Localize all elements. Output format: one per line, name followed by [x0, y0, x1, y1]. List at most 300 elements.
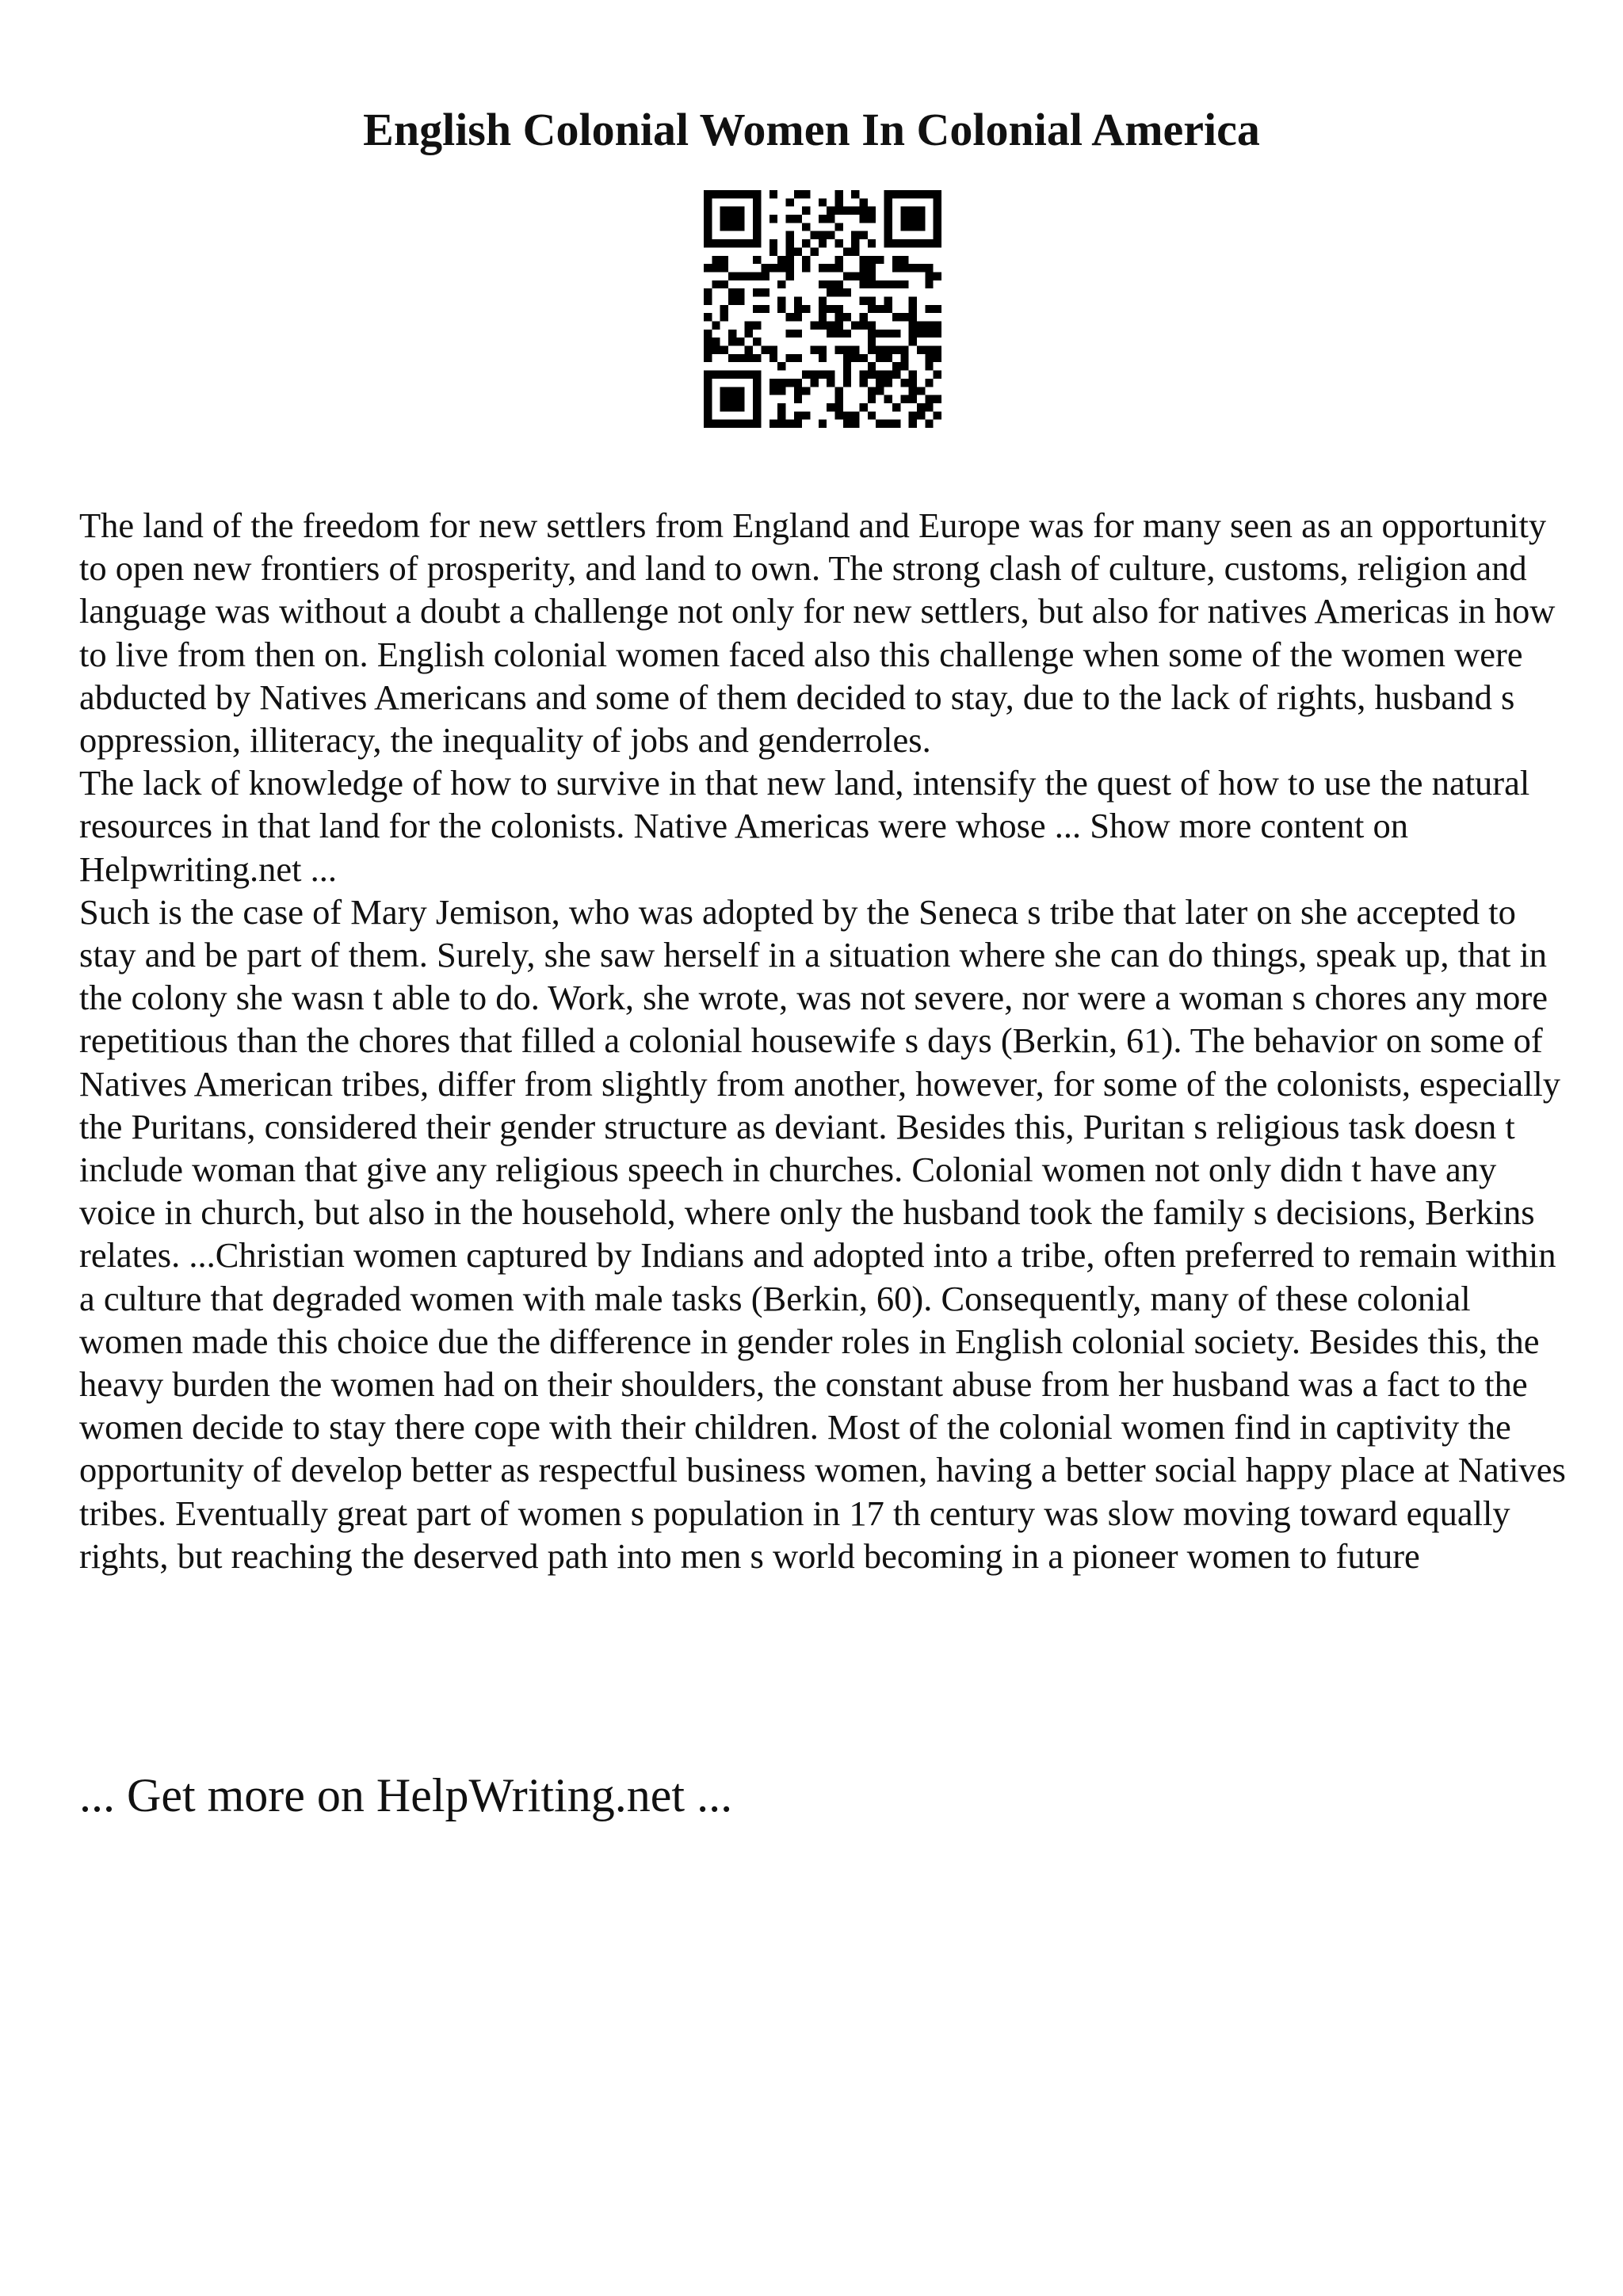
qr-module [934, 354, 941, 362]
qr-module [728, 190, 736, 198]
qr-module [769, 215, 777, 223]
qr-module [827, 371, 834, 379]
qr-module [892, 346, 900, 354]
qr-module [753, 395, 761, 403]
qr-module [761, 305, 769, 313]
qr-module [753, 288, 761, 296]
qr-module [802, 207, 810, 215]
qr-module [753, 322, 761, 330]
qr-module [934, 272, 941, 280]
qr-module [917, 403, 925, 411]
qr-module [827, 264, 834, 272]
qr-module [736, 395, 744, 403]
qr-module [720, 371, 728, 379]
qr-module [843, 346, 851, 354]
qr-module [868, 330, 876, 338]
qr-module [794, 411, 802, 419]
qr-module [728, 223, 736, 231]
qr-module [785, 420, 793, 428]
qr-module [909, 322, 917, 330]
qr-module [736, 354, 744, 362]
qr-module [892, 239, 900, 247]
qr-module [868, 256, 876, 264]
qr-module [794, 305, 802, 313]
qr-module [860, 280, 868, 288]
qr-module [909, 215, 917, 223]
qr-module [835, 346, 843, 354]
qr-module [827, 280, 834, 288]
qr-module [934, 346, 941, 354]
qr-module [736, 296, 744, 304]
qr-module [851, 322, 859, 330]
qr-module [712, 264, 720, 272]
qr-module [835, 387, 843, 395]
qr-module [851, 231, 859, 239]
qr-module [860, 296, 868, 304]
qr-module [900, 223, 908, 231]
qr-module [925, 354, 933, 362]
qr-module [794, 313, 802, 321]
qr-module [777, 403, 785, 411]
qr-module [925, 305, 933, 313]
qr-module [819, 313, 827, 321]
qr-module [851, 346, 859, 354]
qr-module [819, 346, 827, 354]
qr-module [917, 346, 925, 354]
qr-module [728, 207, 736, 215]
qr-module [761, 288, 769, 296]
qr-module [900, 256, 908, 264]
qr-module [728, 288, 736, 296]
qr-module [777, 387, 785, 395]
qr-module [753, 231, 761, 239]
qr-module [917, 239, 925, 247]
qr-module [720, 190, 728, 198]
qr-module [802, 264, 810, 272]
qr-module [909, 207, 917, 215]
qr-module [925, 239, 933, 247]
qr-module [777, 305, 785, 313]
qr-module [712, 239, 720, 247]
qr-module [736, 420, 744, 428]
qr-module [934, 411, 941, 419]
qr-module [835, 198, 843, 206]
qr-module [909, 223, 917, 231]
qr-module [884, 379, 892, 387]
qr-module [745, 322, 753, 330]
qr-module [753, 387, 761, 395]
qr-module [860, 231, 868, 239]
page-title: English Colonial Women In Colonial America [363, 104, 1260, 155]
qr-module [753, 215, 761, 223]
qr-module [704, 395, 712, 403]
qr-module [843, 411, 851, 419]
qr-module [835, 403, 843, 411]
qr-module [753, 403, 761, 411]
qr-module [868, 296, 876, 304]
qr-module [917, 322, 925, 330]
qr-module [704, 346, 712, 354]
qr-module [802, 371, 810, 379]
qr-module [794, 420, 802, 428]
qr-module [720, 387, 728, 395]
qr-module [712, 322, 720, 330]
qr-module [736, 190, 744, 198]
qr-module [753, 198, 761, 206]
qr-module [704, 420, 712, 428]
qr-module [835, 330, 843, 338]
qr-module [819, 239, 827, 247]
qr-module [868, 411, 876, 419]
qr-module [794, 354, 802, 362]
qr-module [802, 190, 810, 198]
qr-module [753, 411, 761, 419]
qr-module [892, 264, 900, 272]
qr-module [720, 280, 728, 288]
qr-module [884, 330, 892, 338]
qr-module [917, 411, 925, 419]
qr-module [728, 371, 736, 379]
qr-module [868, 264, 876, 272]
qr-module [794, 247, 802, 255]
qr-module [769, 346, 777, 354]
qr-module [843, 272, 851, 280]
qr-module [925, 362, 933, 370]
qr-module [934, 322, 941, 330]
qr-module [900, 207, 908, 215]
qr-module [819, 371, 827, 379]
qr-module [925, 280, 933, 288]
qr-module [794, 387, 802, 395]
qr-module [843, 330, 851, 338]
qr-module [868, 338, 876, 345]
qr-module [769, 247, 777, 255]
qr-module [819, 231, 827, 239]
qr-module [769, 420, 777, 428]
qr-module [909, 371, 917, 379]
qr-module [892, 420, 900, 428]
qr-module [860, 403, 868, 411]
qr-module [900, 354, 908, 362]
qr-module [794, 296, 802, 304]
qr-module [860, 207, 868, 215]
qr-module [843, 371, 851, 379]
qr-module [868, 215, 876, 223]
qr-module [785, 215, 793, 223]
qr-module [736, 207, 744, 215]
qr-module [892, 330, 900, 338]
qr-module [860, 379, 868, 387]
qr-module [728, 338, 736, 345]
qr-module [728, 239, 736, 247]
qr-module [777, 420, 785, 428]
qr-module [720, 395, 728, 403]
qr-module [884, 354, 892, 362]
qr-module [785, 264, 793, 272]
qr-module [917, 215, 925, 223]
qr-module [851, 207, 859, 215]
qr-module [876, 256, 884, 264]
qr-module [745, 239, 753, 247]
qr-module [934, 395, 941, 403]
qr-module [777, 264, 785, 272]
qr-module [736, 387, 744, 395]
qr-module [868, 322, 876, 330]
qr-module [736, 338, 744, 345]
paragraph: Such is the case of Mary Jemison, who was adopted by the Seneca s tribe that later on she accepted to stay and be part of them. Surely, she saw herself in a situation where she can do things, speak up, that in the colony she wasn t able to do. Work, she wrote, was not severe, nor were a woman s chores any more repetitious than the chores that filled a colonial housewife s days (Berkin, 61). The behavior on some of Natives American tribes, differ from slightly from another, however, for some of the colonists, especially the Puritans, considered their gender structure as deviant. Besides this, Puritan s religious task doesn t include woman that give any religious speech in churches. Colonial women not only didn t have any voice in church, but also in the household, where only the husband took the family s decisions, Berkins relates. ...Christian women captured by Indians and adopted into a tribe, often preferred to remain within a culture that degraded women with male tasks (Berkin, 60). Consequently, many of these colonial women made this choice due the difference in gender roles in English colonial society. Besides this, the heavy burden the women had on their shoulders, the constant abuse from her husband was a fact to the women decide to stay there cope with their children. Most of the colonial women find in captivity the opportunity of develop better as respectful business women, having a better social happy place at Natives tribes. Eventually great part of women s population in 17 th century was slow moving toward equally rights, but reaching the deserved path into men s world becoming in a pioneer women to future [79, 891, 1566, 1576]
qr-module [827, 379, 834, 387]
qr-module [835, 207, 843, 215]
qr-module [925, 322, 933, 330]
qr-module [860, 215, 868, 223]
qr-module [745, 371, 753, 379]
qr-module [777, 411, 785, 419]
qr-module [851, 247, 859, 255]
qr-module [810, 371, 818, 379]
qr-module [925, 330, 933, 338]
qr-module [909, 190, 917, 198]
qr-module [900, 215, 908, 223]
qr-module [876, 354, 884, 362]
qr-module [900, 362, 908, 370]
qr-module [900, 313, 908, 321]
qr-module [835, 280, 843, 288]
qr-module [892, 280, 900, 288]
qr-module [860, 198, 868, 206]
qr-module [876, 330, 884, 338]
qr-module [876, 379, 884, 387]
qr-module [934, 223, 941, 231]
qr-module [860, 264, 868, 272]
qr-module [925, 190, 933, 198]
qr-module [860, 371, 868, 379]
qr-module [892, 362, 900, 370]
qr-module [712, 338, 720, 345]
qr-module [819, 280, 827, 288]
qr-module [909, 387, 917, 395]
qr-module [884, 239, 892, 247]
qr-module [745, 346, 753, 354]
qr-module [819, 354, 827, 362]
qr-module [884, 395, 892, 403]
qr-module [720, 313, 728, 321]
qr-module [868, 346, 876, 354]
qr-module [769, 239, 777, 247]
qr-module [909, 239, 917, 247]
qr-module [704, 223, 712, 231]
qr-module [704, 371, 712, 379]
qr-module [704, 215, 712, 223]
qr-module [868, 371, 876, 379]
qr-module [851, 190, 859, 198]
qr-module [704, 190, 712, 198]
qr-module [876, 346, 884, 354]
qr-module [876, 305, 884, 313]
qr-module [704, 354, 712, 362]
qr-module [753, 223, 761, 231]
qr-module [876, 371, 884, 379]
qr-module [720, 264, 728, 272]
qr-module [827, 305, 834, 313]
qr-module [753, 420, 761, 428]
qr-module [736, 223, 744, 231]
qr-module [753, 338, 761, 345]
qr-module [769, 387, 777, 395]
qr-module [785, 239, 793, 247]
qr-module [851, 239, 859, 247]
qr-module [777, 256, 785, 264]
qr-module [843, 207, 851, 215]
qr-module [769, 264, 777, 272]
qr-module [728, 296, 736, 304]
qr-module [753, 207, 761, 215]
qr-module [884, 190, 892, 198]
qr-module [876, 387, 884, 395]
qr-module [909, 395, 917, 403]
paragraph: The land of the freedom for new settlers from England and Europe was for many seen as an opportunity to open new frontiers of prosperity, and land to own. The strong clash of culture, customs, religion and language was without a doubt a challenge not only for new settlers, but also for natives Americas in how to live from then on. English colonial women faced also this challenge when some of the women were abducted by Natives Americans and some of them decided to stay, due to the lack of rights, husband s oppression, illiteracy, the inequality of jobs and genderroles. [79, 505, 1556, 761]
qr-module [761, 346, 769, 354]
qr-module [753, 190, 761, 198]
qr-module [884, 371, 892, 379]
qr-module [835, 223, 843, 231]
qr-module [777, 280, 785, 288]
qr-module [835, 313, 843, 321]
qr-module [745, 190, 753, 198]
qr-module [810, 346, 818, 354]
qr-module [704, 296, 712, 304]
qr-module [777, 379, 785, 387]
qr-module [728, 215, 736, 223]
qr-module [925, 420, 933, 428]
qr-module [720, 215, 728, 223]
qr-module [753, 239, 761, 247]
qr-module [712, 280, 720, 288]
qr-module [704, 264, 712, 272]
qr-module [736, 371, 744, 379]
qr-module [827, 231, 834, 239]
qr-module [925, 346, 933, 354]
qr-module [909, 411, 917, 419]
qr-module [909, 379, 917, 387]
qr-module [777, 362, 785, 370]
qr-module [704, 338, 712, 345]
qr-module [728, 272, 736, 280]
qr-module [843, 354, 851, 362]
qr-module [917, 330, 925, 338]
qr-module [868, 387, 876, 395]
qr-module [917, 190, 925, 198]
qr-module [909, 330, 917, 338]
qr-module [900, 190, 908, 198]
qr-module [868, 207, 876, 215]
qr-module [802, 223, 810, 231]
qr-module [745, 330, 753, 338]
qr-module [827, 322, 834, 330]
qr-module [934, 371, 941, 379]
qr-module [794, 190, 802, 198]
qr-module [884, 296, 892, 304]
qr-module [802, 239, 810, 247]
qr-module [720, 223, 728, 231]
qr-module [712, 190, 720, 198]
qr-module [769, 379, 777, 387]
qr-module [720, 207, 728, 215]
qr-module [720, 305, 728, 313]
qr-module [827, 330, 834, 338]
qr-module [843, 379, 851, 387]
qr-module [810, 247, 818, 255]
qr-module [794, 330, 802, 338]
qr-module [900, 395, 908, 403]
qr-module [925, 403, 933, 411]
qr-module [835, 395, 843, 403]
qr-module [827, 207, 834, 215]
qr-module [868, 280, 876, 288]
qr-module [753, 272, 761, 280]
qr-module [728, 420, 736, 428]
qr-module [720, 346, 728, 354]
qr-module [785, 231, 793, 239]
qr-module [704, 330, 712, 338]
qr-module [802, 411, 810, 419]
qr-module [892, 190, 900, 198]
qr-module [934, 190, 941, 198]
qr-module [794, 395, 802, 403]
qr-module [835, 305, 843, 313]
qr-module [785, 198, 793, 206]
qr-module [876, 280, 884, 288]
qr-module [819, 322, 827, 330]
qr-module [810, 231, 818, 239]
qr-module [785, 379, 793, 387]
qr-module [917, 207, 925, 215]
qr-module [851, 272, 859, 280]
qr-module [934, 330, 941, 338]
qr-module [843, 362, 851, 370]
qr-module [785, 330, 793, 338]
qr-module [736, 288, 744, 296]
qr-module [704, 207, 712, 215]
qr-module [728, 403, 736, 411]
qr-module [704, 313, 712, 321]
qr-module [728, 354, 736, 362]
qr-module [745, 272, 753, 280]
helpwriting-link[interactable]: ... Get more on HelpWriting.net ... [79, 1769, 733, 1821]
qr-module [843, 313, 851, 321]
qr-module [745, 354, 753, 362]
qr-module [884, 215, 892, 223]
qr-module [884, 207, 892, 215]
qr-module [753, 256, 761, 264]
qr-module [704, 403, 712, 411]
qr-module [827, 215, 834, 223]
qr-module [720, 256, 728, 264]
qr-module [909, 305, 917, 313]
qr-module [860, 272, 868, 280]
qr-module [819, 215, 827, 223]
qr-module [753, 371, 761, 379]
qr-module [843, 420, 851, 428]
qr-module [777, 296, 785, 304]
qr-module [785, 256, 793, 264]
qr-module [892, 403, 900, 411]
qr-module [810, 322, 818, 330]
qr-module [925, 264, 933, 272]
qr-module [761, 264, 769, 272]
qr-module [802, 305, 810, 313]
qr-module [736, 239, 744, 247]
qr-module [704, 198, 712, 206]
